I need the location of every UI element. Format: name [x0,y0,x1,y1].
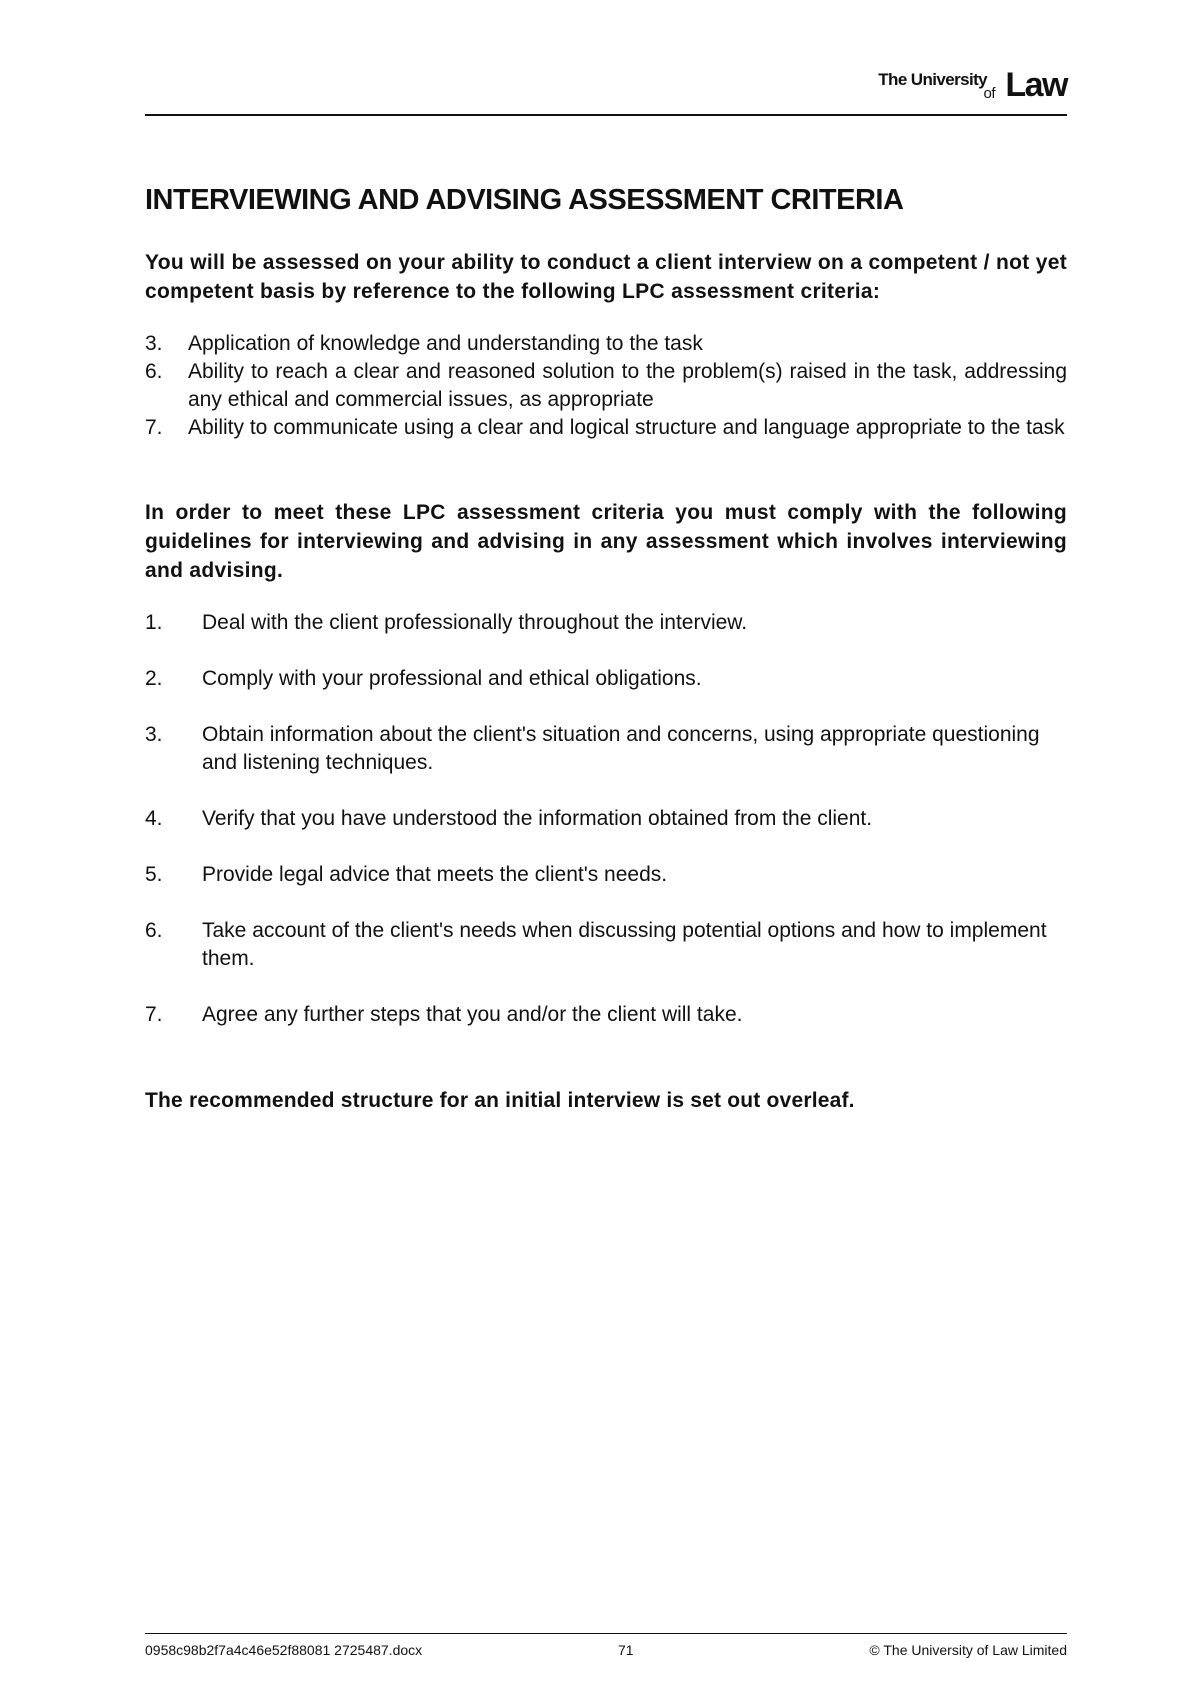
guidelines-list [145,609,1067,1029]
guideline-item [145,861,1067,889]
criteria-number: 6. [145,359,163,383]
guideline-number: 2. [145,666,163,690]
closing-note: The recommended structure for an initial interview is set out overleaf. [145,1088,855,1112]
footer-page-number: 71 [618,1642,634,1658]
guideline-item [145,805,1067,833]
guideline-number: 1. [145,610,163,634]
guideline-item [145,609,1067,637]
guideline-text: Agree any further steps that you and/or the client will take. [202,1002,743,1026]
footer-divider [145,1633,1067,1634]
guideline-number: 3. [145,722,163,746]
guideline-item [145,665,1067,693]
criteria-number: 7. [145,415,163,439]
logo-law-text: Law [1005,66,1067,104]
guideline-text: Verify that you have understood the information obtained from the client. [202,806,873,830]
criteria-text: Ability to communicate using a clear and logical structure and language appropriate to the task [188,415,1065,439]
guideline-text: Deal with the client professionally throughout the interview. [202,610,748,634]
guideline-text: Take account of the client's needs when discussing potential options and how to implement them. [202,918,1047,970]
guideline-number: 6. [145,918,163,942]
guideline-text: Provide legal advice that meets the client's needs. [202,862,668,886]
page-footer [145,1638,1067,1662]
criteria-text: Application of knowledge and understanding to the task [188,331,703,355]
header-divider [145,114,1067,116]
criteria-list [145,330,1067,442]
guideline-number: 7. [145,1002,163,1026]
assessment-intro: You will be assessed on your ability to conduct a client interview on a competent / not yet competent basis by reference to the following LPC assessment criteria: [145,250,1067,303]
guideline-item [145,1001,1067,1029]
document-body [145,183,1067,1115]
criteria-number: 3. [145,331,163,355]
guideline-number: 4. [145,806,163,830]
criteria-text: Ability to reach a clear and reasoned solution to the problem(s) raised in the task, addressing any ethical and commercial issues, as appropriate [188,359,1067,411]
criteria-item [145,358,1067,414]
guideline-number: 5. [145,862,163,886]
guideline-text: Comply with your professional and ethical obligations. [202,666,702,690]
guideline-item [145,917,1067,973]
logo-of-text: of [983,85,995,102]
guidelines-intro: In order to meet these LPC assessment criteria you must comply with the following guidelines for interviewing and advising in any assessment which involves interviewing and advising. [145,500,1067,582]
criteria-item [145,330,1067,358]
page-title: INTERVIEWING AND ADVISING ASSESSMENT CRITERIA [145,184,904,216]
university-logo [857,62,1067,108]
guideline-text: Obtain information about the client's situation and concerns, using appropriate questioning and listening techniques. [202,722,1040,774]
footer-copyright: © The University of Law Limited [869,1642,1067,1658]
footer-filename: 0958c98b2f7a4c46e52f88081 2725487.docx [145,1642,423,1658]
guideline-item [145,721,1067,777]
criteria-item [145,414,1067,442]
logo-the-university-text: The University [878,70,987,89]
